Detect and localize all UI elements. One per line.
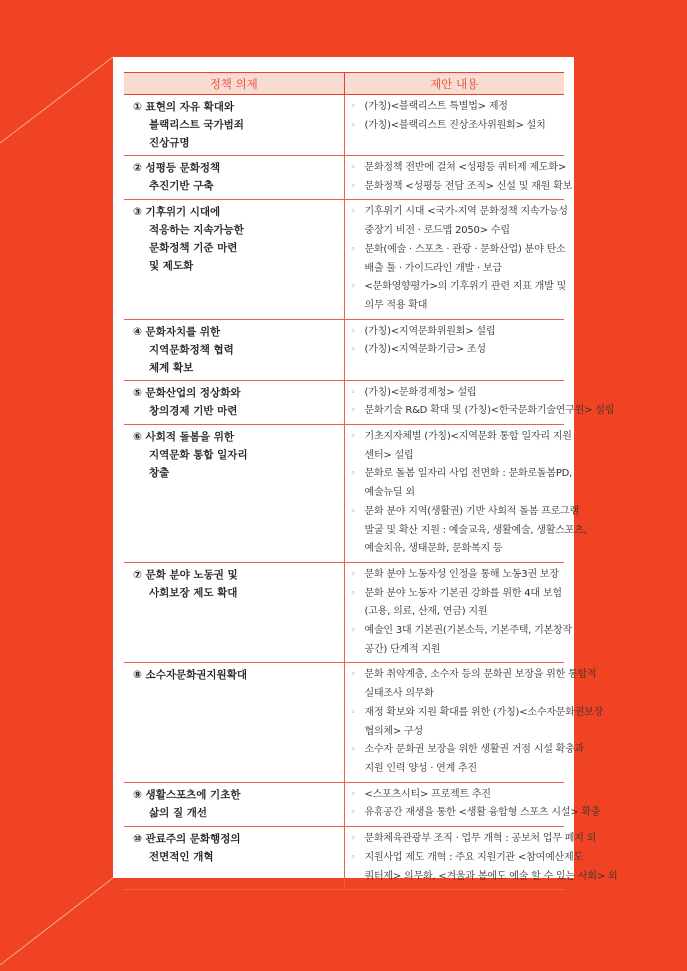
bullet-icon: ◦ — [350, 387, 356, 398]
proposal-line: 기초지자체별 (가칭)<지역문화 통합 일자리 지원 — [364, 431, 572, 443]
deco-line-bottom — [0, 878, 113, 965]
proposal-item — [350, 278, 567, 315]
proposal-line: 공간) 단계적 지원 — [364, 643, 441, 655]
proposal-line: 의무 적용 확대 — [364, 299, 428, 311]
topic-line: ④ 문화자치를 위한 — [133, 325, 221, 338]
bullet-icon: ◦ — [350, 469, 356, 480]
proposal-line: (고용, 의료, 산재, 연금) 지원 — [364, 606, 488, 618]
proposal-line: 지원 인력 양성 · 연계 추진 — [364, 762, 477, 774]
proposal-line: (가칭)<블랙리스트 진상조사위원회> 설치 — [364, 119, 546, 131]
proposal-line: 배출 툴 · 가이드라인 개발 · 보급 — [364, 262, 502, 274]
topic-line: ② 성평등 문화정책 — [133, 162, 221, 174]
proposal-item — [350, 741, 585, 778]
proposal-item — [351, 566, 563, 585]
policy-topic — [124, 95, 344, 156]
proposal-item — [350, 465, 573, 502]
table-row — [124, 156, 564, 200]
policy-topic — [124, 200, 344, 319]
proposal-item — [351, 786, 563, 805]
table-row — [124, 782, 564, 826]
proposal-item — [350, 849, 618, 886]
table-row — [124, 95, 564, 156]
proposal-line: 문화(예술 · 스포츠 · 관광 · 문화산업) 분야 탄소 — [364, 243, 566, 255]
bullet-icon: ◦ — [350, 406, 356, 417]
table-row — [124, 425, 564, 563]
table-row — [124, 380, 564, 424]
policy-topic — [124, 156, 344, 200]
proposal-item — [350, 622, 572, 659]
deco-line-top — [0, 57, 113, 143]
proposal-line: (가칭)<지역문화위원회> 설립 — [364, 325, 496, 337]
topic-line: ⑨ 생활스포츠에 기초한 — [133, 788, 241, 801]
proposal-line: (가칭)<지역문화기금> 조성 — [364, 344, 486, 356]
proposal-item — [351, 98, 563, 117]
topic-line: ⑤ 문화산업의 정상화와 — [133, 386, 241, 399]
proposal-line: (가칭)<블랙리스트 특별법> 제정 — [364, 101, 508, 112]
proposal-item — [350, 178, 572, 197]
proposal-line: 예술인 3대 기본권(기본소득, 기본주택, 기본창작 — [364, 625, 572, 637]
table-row — [124, 562, 564, 663]
header-proposal: 제안 내용 — [344, 73, 564, 95]
topic-line: 및 제도화 — [149, 260, 194, 273]
policy-proposals — [344, 200, 568, 319]
table-row — [124, 200, 564, 319]
policy-table — [124, 72, 618, 890]
bullet-icon: ◦ — [350, 569, 356, 580]
proposal-line: 실태조사 의무화 — [364, 688, 434, 700]
proposal-line: 유휴공간 재생을 통한 <생활 융합형 스포츠 시설> 확충 — [364, 807, 601, 819]
table-body — [124, 95, 618, 890]
policy-topic — [124, 663, 344, 782]
topic-line: 지역문화정책 협력 — [149, 343, 234, 356]
bullet-icon: ◦ — [350, 808, 356, 819]
bullet-icon: ◦ — [350, 670, 356, 681]
policy-topic — [124, 380, 344, 424]
policy-topic — [124, 319, 344, 380]
topic-line: ③ 기후위기 시대에 — [133, 206, 221, 219]
bullet-icon: ◦ — [350, 120, 356, 131]
proposal-line: 문화로 돌봄 일자리 사업 전면화 : 문화로돌봄PD, — [364, 468, 573, 480]
topic-line: 문화정책 기준 마련 — [149, 242, 238, 255]
policy-proposals — [344, 425, 587, 563]
proposal-item — [350, 804, 601, 823]
topic-line: ⑦ 문화 분야 노동권 및 — [133, 568, 238, 581]
proposal-item — [350, 666, 597, 703]
policy-topic — [124, 562, 344, 663]
proposal-item — [350, 402, 615, 421]
proposal-line: 문화체육관광부 조직 · 업무 개혁 : 공보처 업무 폐지 외 — [364, 833, 597, 845]
proposal-item — [350, 704, 604, 741]
proposal-line: 중장기 비전 · 로드맵 2050> 수립 — [364, 225, 510, 237]
proposal-item — [351, 384, 563, 403]
bullet-icon: ◦ — [350, 181, 356, 192]
proposal-item — [351, 323, 563, 342]
topic-line: ⑥ 사회적 돌봄을 위한 — [133, 431, 235, 444]
proposal-line: 문화 분야 노동자 기본권 강화를 위한 4대 보험 — [364, 587, 562, 599]
proposal-line: <문화영향평가>의 기후위기 관련 지표 개발 및 — [364, 281, 567, 293]
bullet-icon: ◦ — [350, 432, 356, 443]
policy-proposals — [344, 319, 564, 380]
bullet-icon: ◦ — [350, 745, 356, 756]
policy-proposals — [344, 562, 572, 663]
proposal-line: 발굴 및 확산 지원 : 예술교육, 생활예술, 생활스포츠, — [364, 524, 587, 536]
proposal-line: 기후위기 시대 <국가-지역 문화정책 지속가능성 — [364, 206, 568, 218]
table-row — [124, 827, 564, 890]
proposal-line: 문화정책 <성평등 전담 조직> 신설 및 재원 확보 — [364, 180, 572, 192]
proposal-line: 문화정책 전반에 걸쳐 <성평등 쿼터제 제도화> — [364, 162, 567, 173]
proposal-line: 협의체> 구성 — [364, 725, 423, 737]
policy-proposals — [344, 782, 601, 826]
topic-line: 창의경제 기반 마련 — [149, 404, 238, 417]
proposal-line: 예술치유, 생태문화, 문화복지 등 — [364, 543, 503, 555]
proposal-line: 지원사업 제도 개혁 : 주요 지원기관 <참여예산제도 — [364, 851, 583, 863]
bullet-icon: ◦ — [350, 345, 356, 356]
table-row — [124, 319, 564, 380]
proposal-line: (가칭)<문화경제청> 설립 — [364, 386, 477, 398]
policy-proposals — [344, 663, 604, 782]
proposal-line: 예술뉴딜 외 — [364, 487, 415, 499]
topic-line: 진상규명 — [149, 137, 190, 149]
bullet-icon: ◦ — [350, 707, 356, 718]
policy-topic — [124, 827, 344, 890]
bullet-icon: ◦ — [350, 282, 356, 293]
table-header-row — [124, 73, 564, 95]
bullet-icon: ◦ — [350, 789, 356, 800]
topic-line: 지역문화 통합 일자리 — [149, 449, 248, 462]
topic-line: 적응하는 지속가능한 — [149, 224, 244, 237]
proposal-line: 소수자 문화권 보장을 위한 생활권 거점 시설 확충과 — [364, 744, 585, 756]
policy-proposals — [344, 380, 615, 424]
bullet-icon: ◦ — [350, 102, 356, 112]
topic-line: 창출 — [149, 467, 170, 480]
proposal-line: 문화 취약계층, 소수자 등의 문화권 보장을 위한 통합적 — [364, 669, 597, 681]
proposal-line: 문화기술 R&D 확대 및 (가칭)<한국문화기술연구원> 설립 — [364, 405, 615, 417]
bullet-icon: ◦ — [350, 588, 356, 599]
topic-line: 사회보장 제도 확대 — [149, 586, 238, 599]
topic-line: 전면적인 개혁 — [149, 851, 214, 864]
proposal-item — [350, 428, 572, 465]
proposal-line: 쿼터제> 의무화, <겨울과 봄에도 예술 할 수 있는 사회> 외 — [364, 870, 618, 882]
topic-line: 블랙리스트 국가범죄 — [149, 119, 244, 131]
topic-line: 삶의 질 개선 — [149, 806, 208, 819]
proposal-item — [350, 159, 567, 178]
bullet-icon: ◦ — [350, 626, 356, 637]
header-topic: 정책 의제 — [124, 73, 344, 95]
bullet-icon: ◦ — [350, 834, 356, 845]
proposal-item — [351, 341, 563, 360]
policy-proposals — [344, 827, 618, 890]
proposal-item — [351, 117, 563, 136]
proposal-line: 문화 분야 지역(생활권) 기반 사회적 돌봄 프로그램 — [364, 505, 579, 517]
table-row — [124, 663, 564, 782]
topic-line: ① 표현의 자유 확대와 — [133, 101, 235, 113]
policy-card — [113, 57, 618, 882]
proposal-line: 문화 분야 노동자성 인정을 통해 노동3권 보장 — [364, 568, 559, 580]
proposal-line: 센터> 설립 — [364, 449, 414, 461]
proposal-item — [350, 503, 587, 559]
policy-proposals — [344, 156, 572, 200]
proposal-item — [351, 585, 563, 622]
topic-line: 추진기반 구축 — [149, 180, 214, 192]
proposal-item — [350, 203, 568, 240]
topic-line: ⑧ 소수자문화권지원확대 — [133, 669, 247, 682]
topic-line: ⑩ 관료주의 문화행정의 — [133, 833, 241, 846]
bullet-icon: ◦ — [350, 163, 356, 173]
proposal-item — [350, 241, 566, 278]
policy-topic — [124, 782, 344, 826]
topic-line: 체계 확보 — [149, 361, 194, 374]
proposal-item — [350, 830, 597, 849]
policy-topic — [124, 425, 344, 563]
proposal-line: 재정 확보와 지원 확대를 위한 (가칭)<소수자문화권보장 — [364, 706, 604, 718]
bullet-icon: ◦ — [350, 326, 356, 337]
bullet-icon: ◦ — [350, 506, 356, 517]
bullet-icon: ◦ — [350, 244, 356, 255]
bullet-icon: ◦ — [350, 852, 356, 863]
proposal-line: <스포츠시티> 프로젝트 추진 — [364, 788, 491, 800]
policy-proposals — [344, 95, 564, 156]
bullet-icon: ◦ — [350, 207, 356, 218]
